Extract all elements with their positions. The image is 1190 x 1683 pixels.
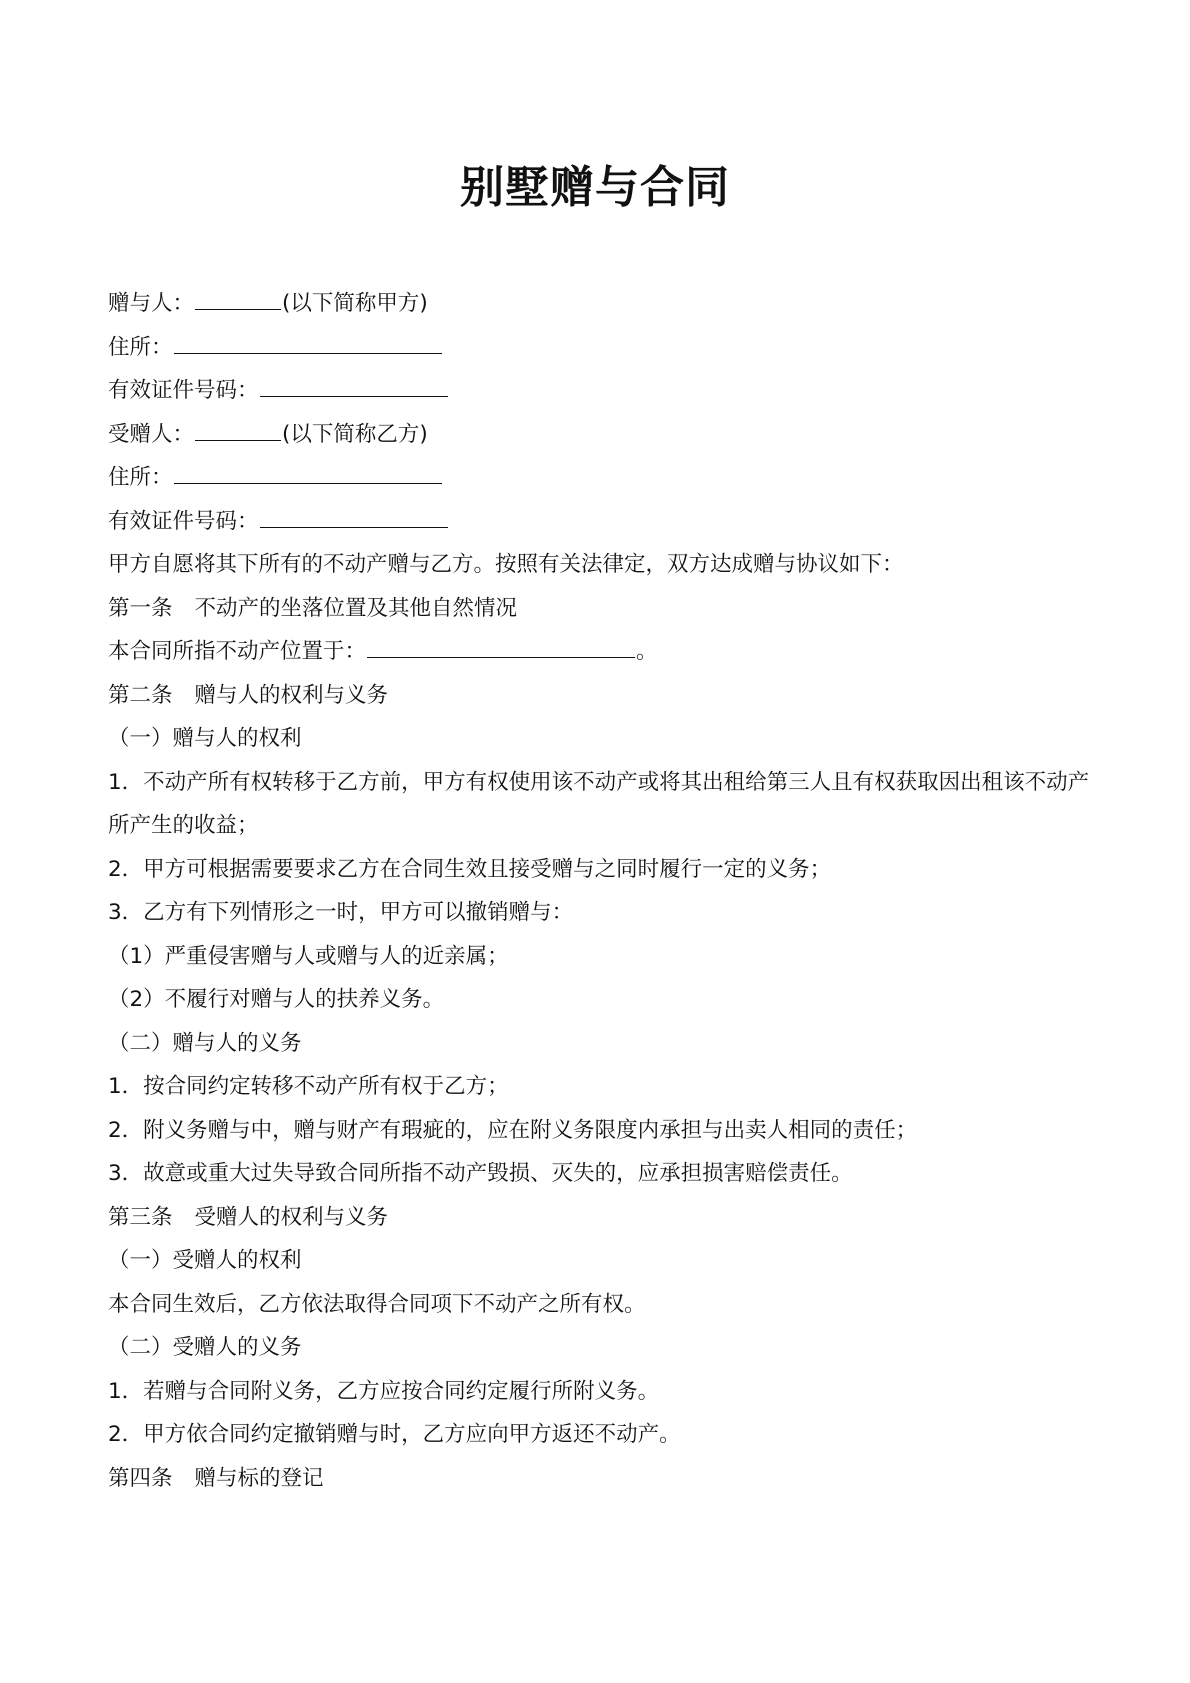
donor-label: 赠与人： xyxy=(108,291,195,316)
donor-duty-item: 1．按合同约定转移不动产所有权于乙方； xyxy=(108,1074,509,1099)
donor-duties-heading: （二）赠与人的义务 xyxy=(108,1030,302,1056)
document-title: 别墅赠与合同 xyxy=(460,162,730,213)
donee-duty-item: 2．甲方依合同约定撤销赠与时，乙方应向甲方返还不动产。 xyxy=(108,1422,681,1447)
article-3-heading xyxy=(108,1196,1093,1240)
donee-suffix: (以下简称乙方) xyxy=(282,421,428,447)
donor-address-line xyxy=(108,326,1093,370)
donor-id-line xyxy=(108,369,1093,413)
donor-line xyxy=(108,282,1093,326)
revocation-case-item: （1）严重侵害赠与人或赠与人的近亲属； xyxy=(108,943,509,969)
donee-id-label: 有效证件号码： xyxy=(108,508,259,534)
donor-duty-item: 2．附义务赠与中，赠与财产有瑕疵的，应在附义务限度内承担与出卖人相同的责任； xyxy=(108,1117,918,1143)
donor-name-blank[interactable] xyxy=(195,287,281,310)
donee-rights-heading: （一）受赠人的权利 xyxy=(108,1248,302,1273)
article-1-title: 不动产的坐落位置及其他自然情况 xyxy=(194,595,518,621)
donee-address-line xyxy=(108,456,1093,500)
article-3-title: 受赠人的权利与义务 xyxy=(194,1204,389,1230)
intro-paragraph: 甲方自愿将其下所有的不动产赠与乙方。按照有关法律定，双方达成赠与协议如下： xyxy=(108,552,904,577)
article-2-title: 赠与人的权利与义务 xyxy=(194,682,389,708)
donor-id-label: 有效证件号码： xyxy=(108,378,259,403)
donee-address-blank[interactable] xyxy=(174,461,442,484)
donee-rights-text: 本合同生效后，乙方依法取得合同项下不动产之所有权。 xyxy=(108,1291,646,1317)
donor-duty-item: 3．故意或重大过失导致合同所指不动产毁损、灭失的，应承担损害赔偿责任。 xyxy=(108,1161,853,1186)
donee-name-blank[interactable] xyxy=(195,418,281,441)
article-2-heading xyxy=(108,674,1093,718)
donee-id-line xyxy=(108,500,1093,544)
donor-rights-heading: （一）赠与人的权利 xyxy=(108,726,302,751)
property-location-label: 本合同所指不动产位置于： xyxy=(108,639,367,664)
revocation-case-item: （2）不履行对赠与人的扶养义务。 xyxy=(108,987,445,1012)
donee-address-label: 住所： xyxy=(108,465,173,490)
property-location-end: 。 xyxy=(636,639,658,664)
donee-line xyxy=(108,413,1093,457)
article-1-heading xyxy=(108,587,1093,631)
article-2-number: 第二条 xyxy=(108,682,173,708)
donee-label: 受赠人： xyxy=(108,421,195,447)
article-4-heading xyxy=(108,1457,1093,1501)
donor-suffix: (以下简称甲方) xyxy=(282,291,428,316)
property-location-line xyxy=(108,630,1093,674)
document-body xyxy=(108,282,1093,1500)
article-1-number: 第一条 xyxy=(108,595,173,621)
donor-id-blank[interactable] xyxy=(260,374,448,397)
property-location-blank[interactable] xyxy=(367,635,635,658)
donor-address-blank[interactable] xyxy=(174,331,442,354)
article-4-title: 赠与标的登记 xyxy=(194,1465,324,1491)
article-4-number: 第四条 xyxy=(108,1465,173,1491)
article-3-number: 第三条 xyxy=(108,1204,173,1230)
donor-right-item: 3．乙方有下列情形之一时，甲方可以撤销赠与： xyxy=(108,900,574,925)
donor-right-item: 2．甲方可根据需要要求乙方在合同生效且接受赠与之同时履行一定的义务； xyxy=(108,856,832,882)
donor-address-label: 住所： xyxy=(108,334,173,360)
donee-duties-heading: （二）受赠人的义务 xyxy=(108,1335,302,1360)
donor-right-item: 1．不动产所有权转移于乙方前，甲方有权使用该不动产或将其出租给第三人且有权获取因出租该不动产所产生的收益； xyxy=(108,769,1090,838)
donee-id-blank[interactable] xyxy=(260,505,448,528)
donee-duty-item: 1．若赠与合同附义务，乙方应按合同约定履行所附义务。 xyxy=(108,1378,660,1404)
